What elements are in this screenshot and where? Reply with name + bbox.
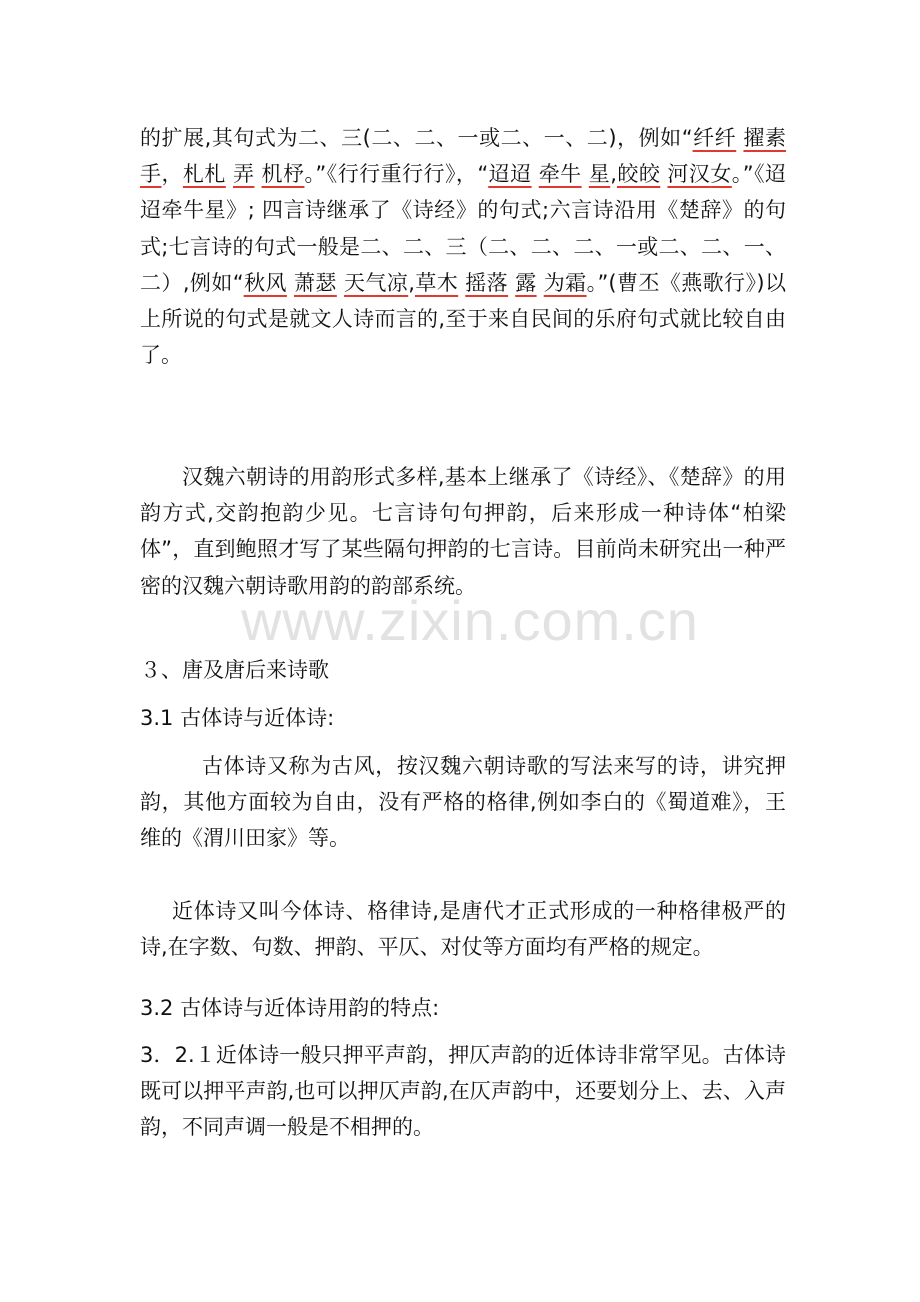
paragraph-modern-style-poetry: 近体诗又叫今体诗、格律诗,是唐代才正式形成的一种格律极严的诗,在字数、句数、押韵、平仄、对仗等方面均有严格的规定。 (140, 899, 786, 960)
paragraph-sentence-patterns (140, 120, 786, 373)
underlined-phrase: 素手 (140, 126, 786, 187)
text-run (254, 162, 261, 186)
underlined-phrase: 札札 (182, 162, 226, 187)
underlined-phrase: 皎皎 (616, 162, 661, 187)
underlined-phrase: 弄 (232, 162, 255, 187)
underlined-phrase: 萧瑟 (294, 270, 337, 295)
text-run: 。”《迢迢牵牛星》; 四言诗继承了《诗经》的句式;六言诗沿用《楚辞》的句式;七言诗的句式一般是二、二、三（二、二、二、一或二、二、一、二）,例如“ (140, 162, 787, 295)
text-run (537, 271, 544, 295)
underlined-phrase: 草木 (414, 270, 459, 295)
underlined-phrase: 女 (710, 162, 732, 187)
text-run: , (610, 162, 617, 187)
text-run: 。”《行行重行行》，“ (304, 162, 489, 187)
section-heading-3-2: 3.2 古体诗与近体诗用韵的特点: (140, 996, 440, 1020)
underlined-phrase: 迢迢 (488, 162, 532, 187)
text-run: , (408, 270, 415, 295)
text-run (582, 162, 589, 186)
underlined-phrase: 为霜 (543, 270, 587, 295)
underlined-phrase: 露 (515, 270, 537, 295)
watermark: www.zixin.com.cn (241, 589, 699, 652)
underlined-phrase: 擢 (743, 126, 765, 150)
text-run: 的扩展,其句式为二、三(二、二、一或二、一、二)，例如“ (140, 126, 693, 150)
paragraph-rhyme-characteristics: 3．2.１近体诗一般只押平声韵，押仄声韵的近体诗非常罕见。古体诗既可以押平声韵,也可以押仄声韵,在仄声韵中，还要划分上、去、入声韵，不同声调一般是不相押的。 (140, 1043, 786, 1140)
paragraph-rhyme-forms: 汉魏六朝诗的用韵形式多样,基本上继承了《诗经》、《楚辞》的用韵方式,交韵抱韵少见。七言诗句句押韵，后来形成一种诗体“柏梁体”，直到鲍照才写了某些隔句押韵的七言诗。目前尚未研究出一种严密的汉魏六朝诗歌用韵的韵部系统。 (140, 465, 786, 598)
text-run (287, 271, 294, 295)
text-run: ， (161, 162, 183, 187)
underlined-phrase: 星 (588, 162, 611, 187)
underlined-phrase: 机杼 (261, 162, 305, 187)
underlined-phrase: 河汉 (667, 162, 711, 187)
underlined-phrase: 秋风 (243, 270, 287, 295)
text-run (337, 271, 344, 295)
paragraph-ancient-style-poetry: 古体诗又称为古风，按汉魏六朝诗歌的写法来写的诗，讲究押韵，其他方面较为自由，没有严格的格律,例如李白的《蜀道难》，王维的《渭川田家》等。 (140, 754, 786, 851)
underlined-phrase: 摇落 (465, 270, 509, 295)
text-run (532, 162, 539, 186)
underlined-phrase: 天气凉 (343, 270, 409, 295)
section-heading-3: ３、唐及唐后来诗歌 (140, 658, 329, 682)
text-run (226, 162, 233, 186)
text-run: 。”(曹丕《燕歌行》)以上所说的句式是就文人诗而言的,至于来自民间的乐府句式就比较自由了。 (140, 270, 787, 368)
underlined-phrase: 纤纤 (692, 126, 737, 150)
section-heading-3-1: 3.1 古体诗与近体诗: (140, 706, 335, 730)
underlined-phrase: 牵牛 (538, 162, 582, 187)
